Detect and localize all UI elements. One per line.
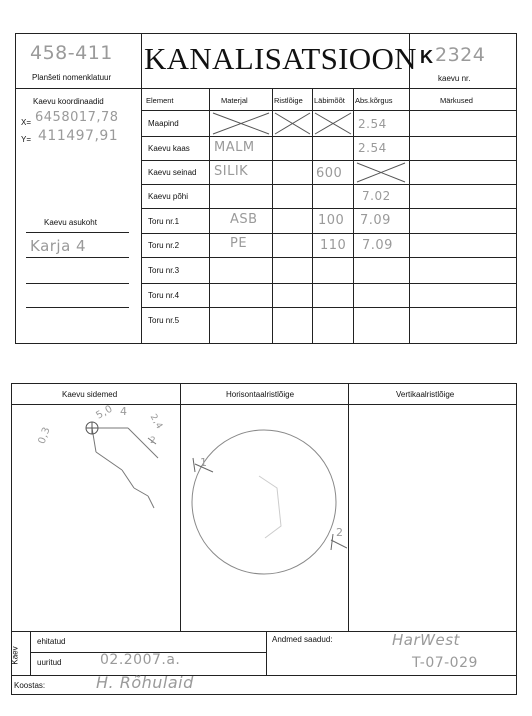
row-line-6 [141,257,517,258]
location-line-2 [26,257,129,258]
row-label-lid: Kaevu kaas [148,144,190,153]
sketch-label-a: 0,3 [36,425,53,446]
sheet-number-label: Planšeti nomenklatuur [32,73,112,82]
row-line-8 [141,307,517,308]
pipe-1-marker: 1 [200,456,208,469]
row-line-7 [141,283,517,284]
source-label: Andmed saadud: [272,635,333,644]
top-header-divider [15,88,517,89]
sketch-label-c: 4 [120,405,128,418]
y-value: 411497,91 [38,128,119,144]
pipe-1-elevation-value: 7.09 [360,213,391,228]
row-label-pipe-2: Toru nr.2 [148,241,180,250]
pipe-2-diameter-value: 110 [320,238,347,253]
row-label-bottom: Kaevu põhi [148,192,189,201]
row-line-5 [141,233,517,234]
x-label: X= [21,118,32,127]
footer-mid-divider [266,631,267,675]
col-header-cross-section: Ristlõige [274,96,303,105]
walls-diameter-value: 600 [316,166,343,181]
source-value-2: T-07-029 [412,655,478,671]
top-left-column-divider [141,33,142,344]
bottom-elevation-value: 7.02 [362,189,391,203]
col-header-element: Element [146,96,174,105]
pipe-1-diameter-value: 100 [318,213,345,228]
sketch-label-b: 5,0 [94,403,115,422]
location-label: Kaevu asukoht [44,218,97,227]
row-label-walls: Kaevu seinad [148,168,197,177]
col-header-elevation: Abs.kõrgus [355,96,393,105]
well-number-value: 2324 [435,44,486,66]
col-header-diameter: Läbimõõt [314,96,345,105]
y-label: Y= [21,135,32,144]
ground-material-cross [209,110,272,136]
row-line-3 [141,184,517,185]
pipe-1-material-value: ASB [230,212,258,227]
col-divider-4 [353,88,354,344]
coords-label: Kaevu koordinaadid [33,97,104,106]
location-line-4 [26,307,129,308]
pipe-2-elevation-value: 7.09 [362,238,393,253]
bottom-divider-2 [348,383,349,631]
side-label: Kaev [10,646,20,665]
ground-cross-section-cross [272,110,312,136]
lid-elevation-value: 2.54 [358,141,387,155]
row-label-pipe-5: Toru nr.5 [148,316,180,325]
measured-label: uuritud [37,658,62,667]
x-value: 6458017,78 [35,110,119,125]
source-value-1: HarWest [392,631,460,649]
row-label-pipe-4: Toru nr.4 [148,291,180,300]
connections-label: Kaevu sidemed [62,390,118,399]
location-line-1 [26,232,129,233]
row-label-ground: Maapind [148,119,179,128]
well-number-label: kaevu nr. [438,74,471,83]
measured-value: 02.2007.a. [100,652,181,668]
walls-elevation-cross [353,160,409,184]
footer-side-divider [30,631,31,675]
row-label-pipe-1: Toru nr.1 [148,217,180,226]
row-line-1 [141,136,517,137]
page-title: KANALISATSIOON [144,41,417,76]
footer-bottom-line [11,675,517,676]
col-header-notes: Märkused [440,96,473,105]
pipe-2-marker: 2 [336,526,344,539]
vertical-section-label: Vertikaalristlõige [396,390,455,399]
lid-material-value: MALM [214,140,255,155]
pipe-2-material-value: PE [230,236,248,251]
row-label-pipe-3: Toru nr.3 [148,266,180,275]
location-value: Karja 4 [30,237,87,255]
built-label: ehitatud [37,637,66,646]
top-right-column-divider [409,33,410,344]
walls-material-value: SILIK [214,164,249,179]
author-label: Koostas: [14,681,46,690]
location-line-3 [26,283,129,284]
sketch-label-e: 2 [150,436,157,446]
horizontal-section-drawing [181,406,347,630]
row-line-4 [141,208,517,209]
ground-elevation-value: 2.54 [358,117,387,131]
well-prefix: K [420,47,433,67]
sheet-number-value: 458-411 [30,42,113,64]
sketch-label-d: 2,4 [147,412,165,432]
author-value: H. Rõhulaid [96,673,194,692]
horizontal-section-label: Horisontaalristlõige [226,390,295,399]
row-line-2 [141,160,517,161]
ground-diameter-cross [312,110,353,136]
col-header-material: Materjal [221,96,248,105]
